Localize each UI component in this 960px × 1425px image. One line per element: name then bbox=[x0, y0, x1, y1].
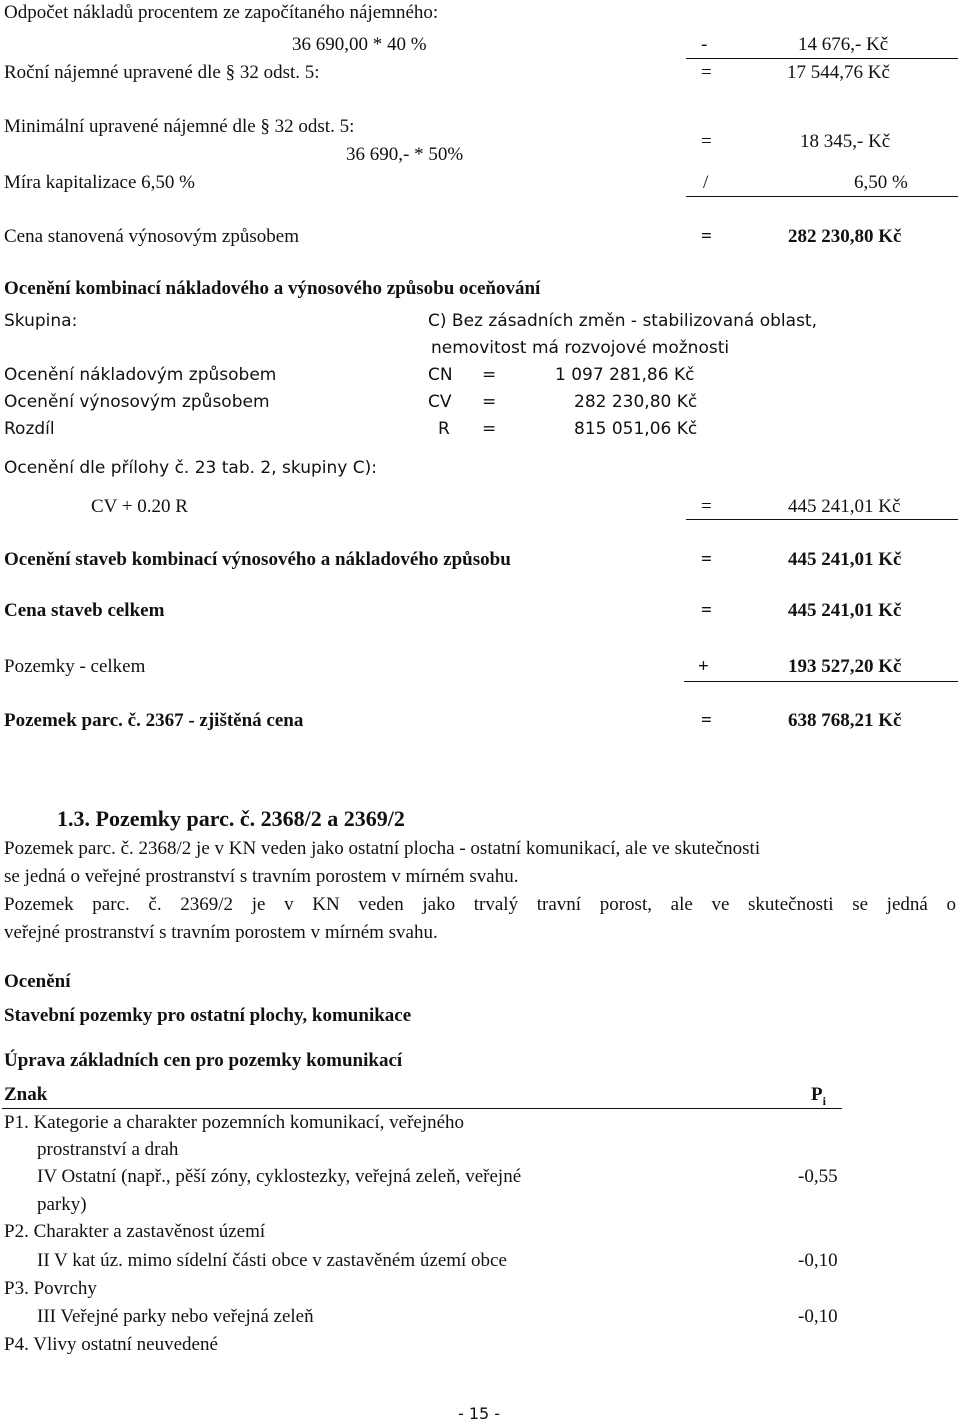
pozemek-value: 638 768,21 Kč bbox=[788, 710, 902, 731]
rocni-operator: = bbox=[701, 62, 712, 83]
p2-value: -0,10 bbox=[798, 1250, 838, 1271]
p1-line1: Pozemek parc. č. 2368/2 je v KN veden jako ostatní plocha - ostatní komunikací, ale ve skutečnosti bbox=[4, 838, 761, 859]
pozemek-label: Pozemek parc. č. 2367 - zjištěná cena bbox=[4, 710, 304, 731]
cv-code: CV bbox=[428, 392, 452, 412]
p1-value: -0,55 bbox=[798, 1166, 838, 1187]
oceneni-heading: Ocenění bbox=[4, 971, 71, 992]
stavby-label: Ocenění staveb kombinací výnosového a nákladového způsobu bbox=[4, 549, 511, 570]
odpocet-label: Odpočet nákladů procentem ze započítaného nájemného: bbox=[4, 2, 439, 23]
mira-value: 6,50 % bbox=[854, 172, 908, 193]
p4-title: P4. Vlivy ostatní neuvedené bbox=[4, 1334, 218, 1355]
p2-line1: Pozemek parc. č. 2369/2 je v KN veden jako trvalý travní porost, ale ve skutečnosti se jedná o bbox=[4, 894, 956, 915]
minimalni-label: Minimální upravené nájemné dle § 32 odst. 5: bbox=[4, 116, 355, 137]
cn-operator: = bbox=[482, 365, 497, 385]
cn-value: 1 097 281,86 Kč bbox=[555, 365, 695, 385]
pozemky-operator: + bbox=[698, 656, 709, 677]
r-value: 815 051,06 Kč bbox=[574, 419, 698, 439]
p1-line2: se jedná o veřejné prostranství s travním porostem v mírném svahu. bbox=[4, 866, 519, 887]
pi-header: $P_i$ bbox=[811, 1084, 826, 1108]
rocni-value: 17 544,76 Kč bbox=[787, 62, 890, 83]
p1-title: P1. Kategorie a charakter pozemních komunikací, veřejného bbox=[4, 1112, 465, 1133]
odpocet-value: 14 676,- Kč bbox=[798, 34, 889, 55]
minimalni-operator: = bbox=[701, 131, 712, 152]
r-label: Rozdíl bbox=[4, 419, 55, 439]
p3-value: -0,10 bbox=[798, 1306, 838, 1327]
rocni-label: Roční nájemné upravené dle § 32 odst. 5: bbox=[4, 62, 320, 83]
skupina-line1: C) Bez zásadních změn - stabilizovaná oblast, bbox=[428, 311, 817, 331]
odpocet-operator: - bbox=[701, 34, 708, 55]
celkem-operator: = bbox=[701, 600, 712, 621]
cn-code: CN bbox=[428, 365, 453, 385]
odpocet-formula: 36 690,00 * 40 % bbox=[292, 34, 427, 55]
p2-title: P2. Charakter a zastavěnost území bbox=[4, 1221, 266, 1242]
p1-item-cont: parky) bbox=[37, 1194, 87, 1215]
znak-header: Znak bbox=[4, 1084, 48, 1105]
p1-title-cont: prostranství a drah bbox=[37, 1139, 179, 1160]
skupina-label: Skupina: bbox=[4, 311, 78, 331]
pozemky-value: 193 527,20 Kč bbox=[788, 656, 902, 677]
page-number: - 15 - bbox=[458, 1404, 501, 1423]
cv-label: Ocenění výnosovým způsobem bbox=[4, 392, 270, 412]
celkem-value: 445 241,01 Kč bbox=[788, 600, 902, 621]
cv-operator: = bbox=[482, 392, 497, 412]
priloha-label: Ocenění dle přílohy č. 23 tab. 2, skupiny C): bbox=[4, 458, 377, 478]
formula-operator: = bbox=[701, 496, 712, 517]
cv-value: 282 230,80 Kč bbox=[574, 392, 698, 412]
uprava-heading: Úprava základních cen pro pozemky komunikací bbox=[4, 1050, 403, 1071]
section-heading: 1.3. Pozemky parc. č. 2368/2 a 2369/2 bbox=[57, 806, 405, 831]
r-code: R bbox=[438, 419, 450, 439]
minimalni-formula: 36 690,- * 50% bbox=[346, 144, 464, 165]
p3-item: III Veřejné parky nebo veřejná zeleň bbox=[37, 1306, 314, 1327]
pozemky-label: Pozemky - celkem bbox=[4, 656, 146, 677]
stavby-operator: = bbox=[701, 549, 712, 570]
p3-title: P3. Povrchy bbox=[4, 1278, 97, 1299]
p2-line2: veřejné prostranství s travním porostem v mírném svahu. bbox=[4, 922, 438, 943]
stavebni-heading: Stavební pozemky pro ostatní plochy, komunikace bbox=[4, 1005, 412, 1026]
skupina-line2: nemovitost má rozvojové možnosti bbox=[431, 338, 730, 358]
cn-label: Ocenění nákladovým způsobem bbox=[4, 365, 277, 385]
p1-item: IV Ostatní (např., pěší zóny, cyklostezky, veřejná zeleň, veřejné bbox=[37, 1166, 522, 1187]
mira-label: Míra kapitalizace 6,50 % bbox=[4, 172, 195, 193]
stavby-value: 445 241,01 Kč bbox=[788, 549, 902, 570]
cena-vynos-label: Cena stanovená výnosovým způsobem bbox=[4, 226, 299, 247]
mira-operator: / bbox=[703, 172, 709, 193]
minimalni-value: 18 345,- Kč bbox=[800, 131, 891, 152]
celkem-label: Cena staveb celkem bbox=[4, 600, 165, 621]
cena-vynos-operator: = bbox=[701, 226, 712, 247]
kombinace-heading: Ocenění kombinací nákladového a výnosového způsobu oceňování bbox=[4, 278, 541, 299]
formula-value: 445 241,01 Kč bbox=[788, 496, 901, 517]
formula: CV + 0.20 R bbox=[91, 496, 188, 517]
r-operator: = bbox=[482, 419, 497, 439]
p2-item: II V kat úz. mimo sídelní části obce v zastavěném území obce bbox=[37, 1250, 507, 1271]
pozemek-operator: = bbox=[701, 710, 712, 731]
cena-vynos-value: 282 230,80 Kč bbox=[788, 226, 902, 247]
